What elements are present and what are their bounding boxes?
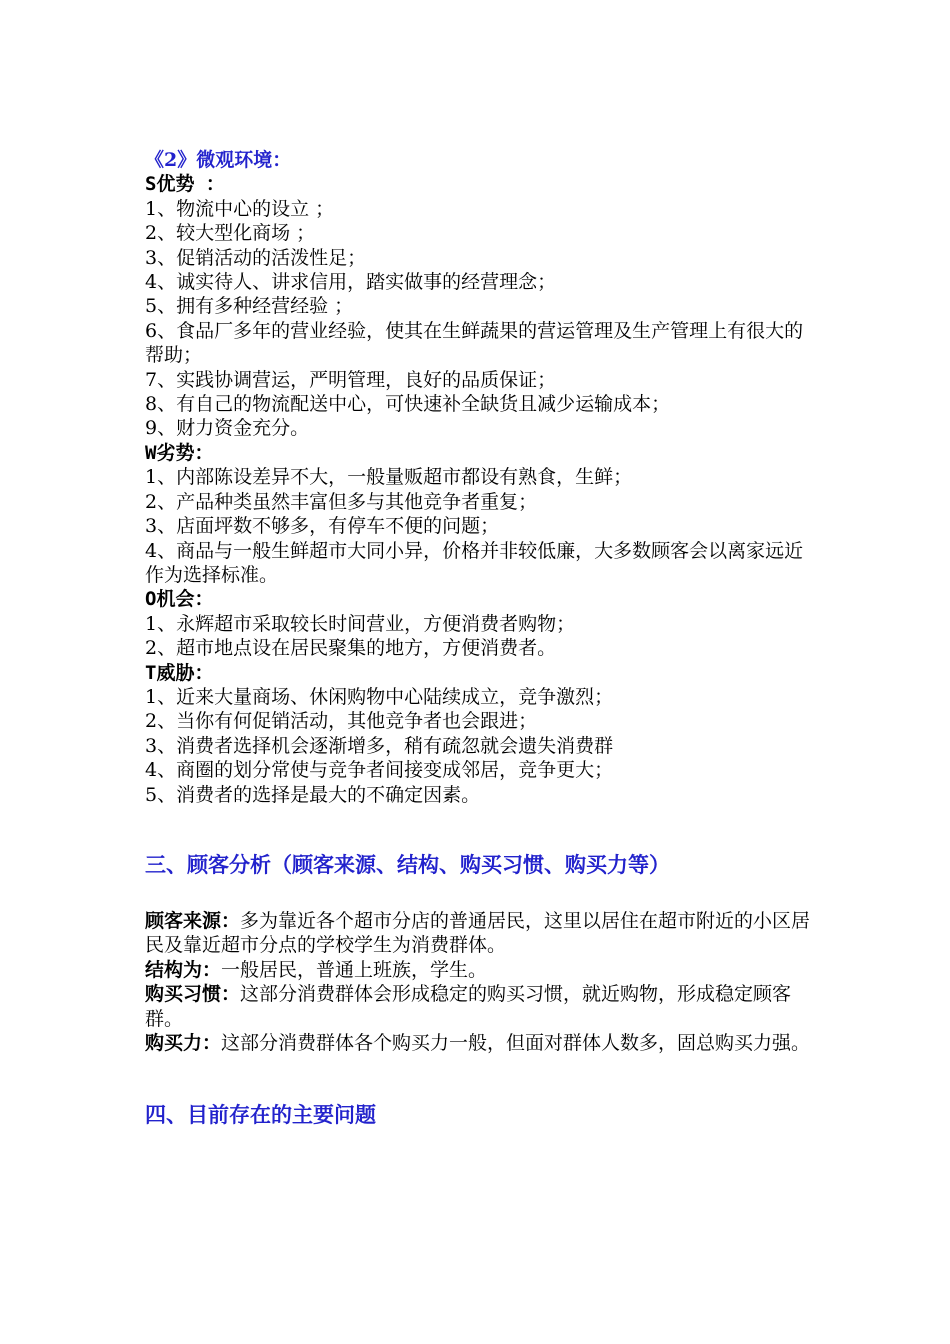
opportunities-heading: O机会： (145, 588, 214, 611)
threat-item: 5、消费者的选择是最大的不确定因素。 (145, 783, 481, 806)
threat-item: 2、当你有何促销活动，其他竞争者也会跟进； (145, 710, 538, 733)
customer-source-paragraph (145, 909, 815, 958)
section-4-title: 四、目前存在的主要问题 (145, 1103, 376, 1128)
threats-heading: T威胁： (145, 661, 214, 684)
weakness-item: 1、内部陈设差异不大，一般量贩超市都设有熟食，生鲜； (145, 466, 633, 489)
customer-structure-paragraph (145, 958, 815, 982)
strength-item: 8、有自己的物流配送中心，可快速补全缺货且减少运输成本； (145, 393, 671, 416)
strength-item: 1、物流中心的设立 ； (145, 197, 335, 220)
customer-source-text: 多为靠近各个超市分店的普通居民，这里以居住在超市附近的小区居民及靠近超市分点的学校学生为消费群体。 (145, 909, 811, 957)
strength-item: 6、食品厂多年的营业经验，使其在生鲜蔬果的营运管理及生产管理上有很大的帮助； (145, 319, 804, 367)
strength-item: 5、拥有多种经营经验 ； (145, 295, 354, 318)
strength-item: 7、实践协调营运，严明管理，良好的品质保证； (145, 368, 557, 391)
weakness-item: 2、产品种类虽然丰富但多与其他竞争者重复； (145, 490, 538, 513)
purchase-power-paragraph (145, 1031, 815, 1055)
purchase-habit-label: 购买习惯： (145, 983, 241, 1006)
purchase-power-text: 这部分消费群体各个购买力一般，但面对群体人数多，固总购买力强。 (221, 1032, 811, 1054)
section-3-title: 三、顾客分析（顾客来源、结构、购买习惯、购买力等） (145, 852, 670, 877)
threat-item: 1、近来大量商场、休闲购物中心陆续成立，竞争激烈； (145, 685, 614, 708)
weakness-item: 4、商品与一般生鲜超市大同小异，价格并非较低廉，大多数顾客会以离家远近作为选择标准。 (145, 539, 804, 586)
opportunity-item: 2、超市地点设在居民聚集的地方，方便消费者。 (145, 637, 557, 660)
strength-item: 4、诚实待人、讲求信用，踏实做事的经营理念； (145, 271, 557, 294)
strength-item: 3、促销活动的活泼性足； (145, 246, 367, 269)
document-page (145, 148, 815, 1129)
customer-structure-label: 结构为： (145, 958, 222, 981)
micro-environment-title: 《2》微观环境： (145, 149, 292, 171)
strengths-heading: S优势 ： (145, 173, 225, 196)
purchase-power-label: 购买力： (145, 1032, 222, 1054)
threat-item: 4、商圈的划分常使与竞争者间接变成邻居，竞争更大； (145, 759, 614, 782)
purchase-habit-text: 这部分消费群体会形成稳定的购买习惯，就近购物，形成稳定顾客群。 (145, 983, 792, 1030)
threat-item: 3、消费者选择机会逐渐增多，稍有疏忽就会遗失消费群 (145, 734, 614, 757)
opportunity-item: 1、永辉超市采取较长时间营业，方便消费者购物； (145, 612, 576, 635)
strength-item: 9、财力资金充分。 (145, 417, 310, 440)
customer-source-label: 顾客来源： (145, 909, 241, 932)
customer-structure-text: 一般居民，普通上班族，学生。 (221, 958, 488, 981)
purchase-habit-paragraph (145, 982, 815, 1031)
weaknesses-heading: W劣势： (145, 441, 214, 464)
strength-item: 2、较大型化商场 ； (145, 222, 316, 245)
weakness-item: 3、店面坪数不够多，有停车不便的问题； (145, 515, 500, 538)
